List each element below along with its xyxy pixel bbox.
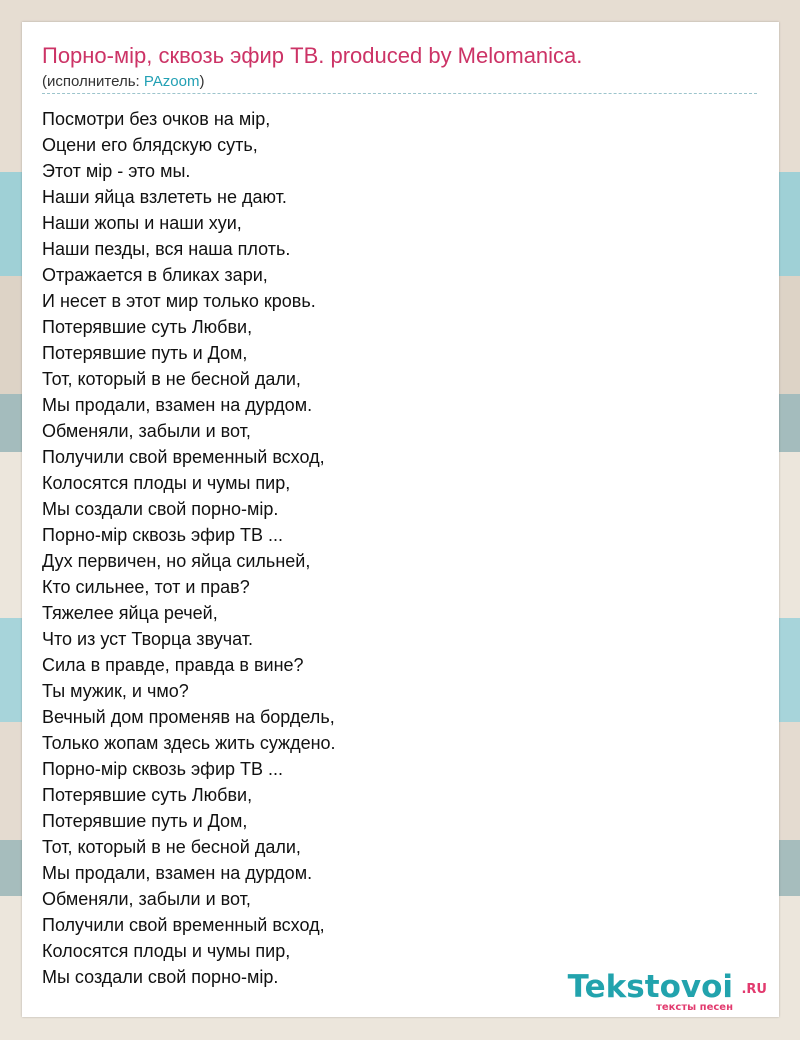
lyric-line: Получили свой временный всход, [42,915,325,935]
lyric-line: Только жопам здесь жить суждено. [42,733,336,753]
lyric-line: Потерявшие суть Любви, [42,317,253,337]
lyric-line: Ты мужик, и чмо? [42,681,189,701]
lyric-line: Тяжелее яйца речей, [42,603,218,623]
lyric-line: Сила в правде, правда в вине? [42,655,304,675]
logo-tld: .RU [741,982,767,997]
lyric-line: Наши жопы и наши хуи, [42,213,242,233]
lyrics-text [42,106,336,990]
lyric-line: Потерявшие путь и Дом, [42,343,248,363]
song-title: Порно-мiр, сквозь эфир ТВ. produced by Melomanica. [42,43,583,68]
lyrics-card [22,22,779,1017]
lyric-line: И несет в этот мир только кровь. [42,291,316,311]
lyric-line: Порно-мiр сквозь эфир ТВ ... [42,759,284,779]
lyric-line: Колосятся плоды и чумы пир, [42,941,291,961]
artist-suffix: ) [199,73,205,90]
lyric-line: Мы создали свой порно-мiр. [42,499,279,519]
lyric-line: Порно-мiр сквозь эфир ТВ ... [42,525,284,545]
lyric-line: Потерявшие суть Любви, [42,785,253,805]
logo-wordmark: Tekstovoi [567,969,733,1005]
artist-link[interactable]: PAzoom [143,73,200,90]
lyric-line: Тот, который в не бесной дали, [42,369,301,389]
lyric-line: Мы продали, взамен на дурдом. [42,395,313,415]
artist-line [42,73,204,91]
lyric-line: Колосятся плоды и чумы пир, [42,473,291,493]
title-divider [42,93,757,94]
lyric-line: Оцени его блядскую суть, [42,135,258,155]
lyric-line: Мы создали свой порно-мiр. [42,967,279,987]
lyric-line: Потерявшие путь и Дом, [42,811,248,831]
lyric-line: Наши пезды, вся наша плоть. [42,239,291,259]
tekstovoi-logo[interactable] [561,969,771,1015]
lyric-line: Что из уст Творца звучат. [42,629,253,649]
lyric-line: Дух первичен, но яйца сильней, [42,551,311,571]
lyric-line: Посмотри без очков на мiр, [42,109,271,129]
lyric-line: Получили свой временный всход, [42,447,325,467]
logo-tagline: тексты песен [656,1002,733,1013]
artist-prefix: (исполнитель: [42,73,144,90]
lyric-line: Наши яйца взлететь не дают. [42,187,287,207]
lyric-line: Обменяли, забыли и вот, [42,421,251,441]
lyric-line: Кто сильнее, тот и прав? [42,577,250,597]
lyric-line: Обменяли, забыли и вот, [42,889,251,909]
lyric-line: Мы продали, взамен на дурдом. [42,863,313,883]
lyric-line: Вечный дом променяв на бордель, [42,707,335,727]
lyric-line: Тот, который в не бесной дали, [42,837,301,857]
lyric-line: Этот мiр - это мы. [42,161,191,181]
lyric-line: Отражается в бликах зари, [42,265,268,285]
